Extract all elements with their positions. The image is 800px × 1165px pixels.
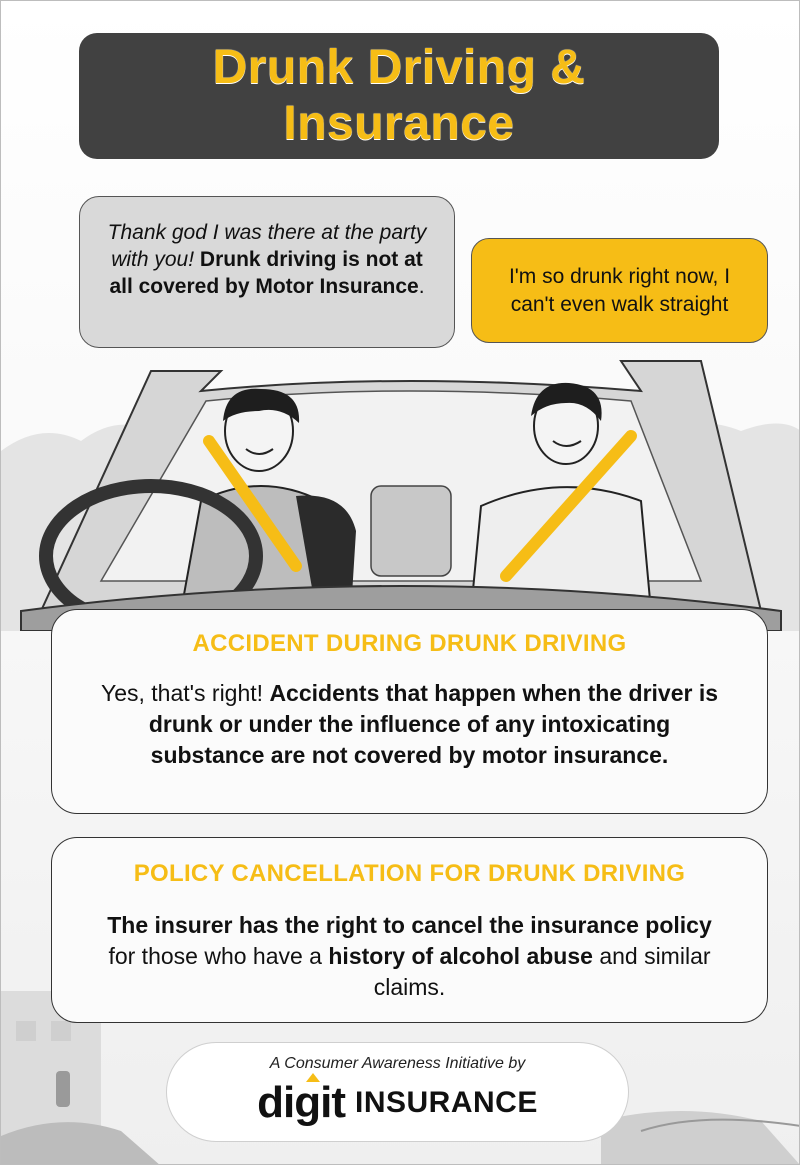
traffic-light xyxy=(56,1071,70,1107)
cancellation-heading: POLICY CANCELLATION FOR DRUNK DRIVING xyxy=(133,860,686,887)
cancellation-bold-2: history of alcohol abuse xyxy=(328,943,593,969)
bubble-driver-bold: Drunk driving is not at all covered by Motor Insurance xyxy=(109,248,423,298)
title-line-2: Insurance xyxy=(283,97,515,150)
accident-bold: Accidents that happen when the driver is drunk or under the influence of any intoxicating substance are not covered by motor insurance. xyxy=(148,680,719,768)
accident-intro: Yes, that's right! xyxy=(100,680,264,706)
logo-digit-text: digit xyxy=(257,1081,345,1125)
title-banner xyxy=(79,33,719,159)
digit-insurance-logo xyxy=(167,1078,628,1127)
bubble-driver-italic: Thank god I was there at the party with you! xyxy=(107,221,427,271)
logo-accent-icon xyxy=(306,1073,320,1082)
back-seat xyxy=(371,486,451,576)
cancellation-body xyxy=(96,910,723,1003)
speech-bubble-driver xyxy=(79,196,455,348)
cancellation-mid: for those who have a xyxy=(108,943,322,969)
cancellation-end: and similar claims. xyxy=(373,943,711,1000)
bubble-driver-end: . xyxy=(418,275,425,298)
bubble-passenger-text: I'm so drunk right now, I can't even walk straight xyxy=(508,265,731,316)
title-line-1: Drunk Driving & xyxy=(212,41,586,94)
cancellation-bold-1: The insurer has the right to cancel the insurance policy xyxy=(107,912,712,938)
footer-tagline: A Consumer Awareness Initiative by xyxy=(269,1055,526,1072)
accident-heading: ACCIDENT DURING DRUNK DRIVING xyxy=(192,630,627,657)
speech-bubble-passenger xyxy=(471,238,768,343)
car-interior-illustration xyxy=(1,331,800,631)
accident-card xyxy=(51,609,768,814)
logo-insurance-text: INSURANCE xyxy=(355,1086,538,1119)
cancellation-card xyxy=(51,837,768,1023)
accident-body xyxy=(96,678,723,771)
footer-credit xyxy=(166,1042,629,1142)
